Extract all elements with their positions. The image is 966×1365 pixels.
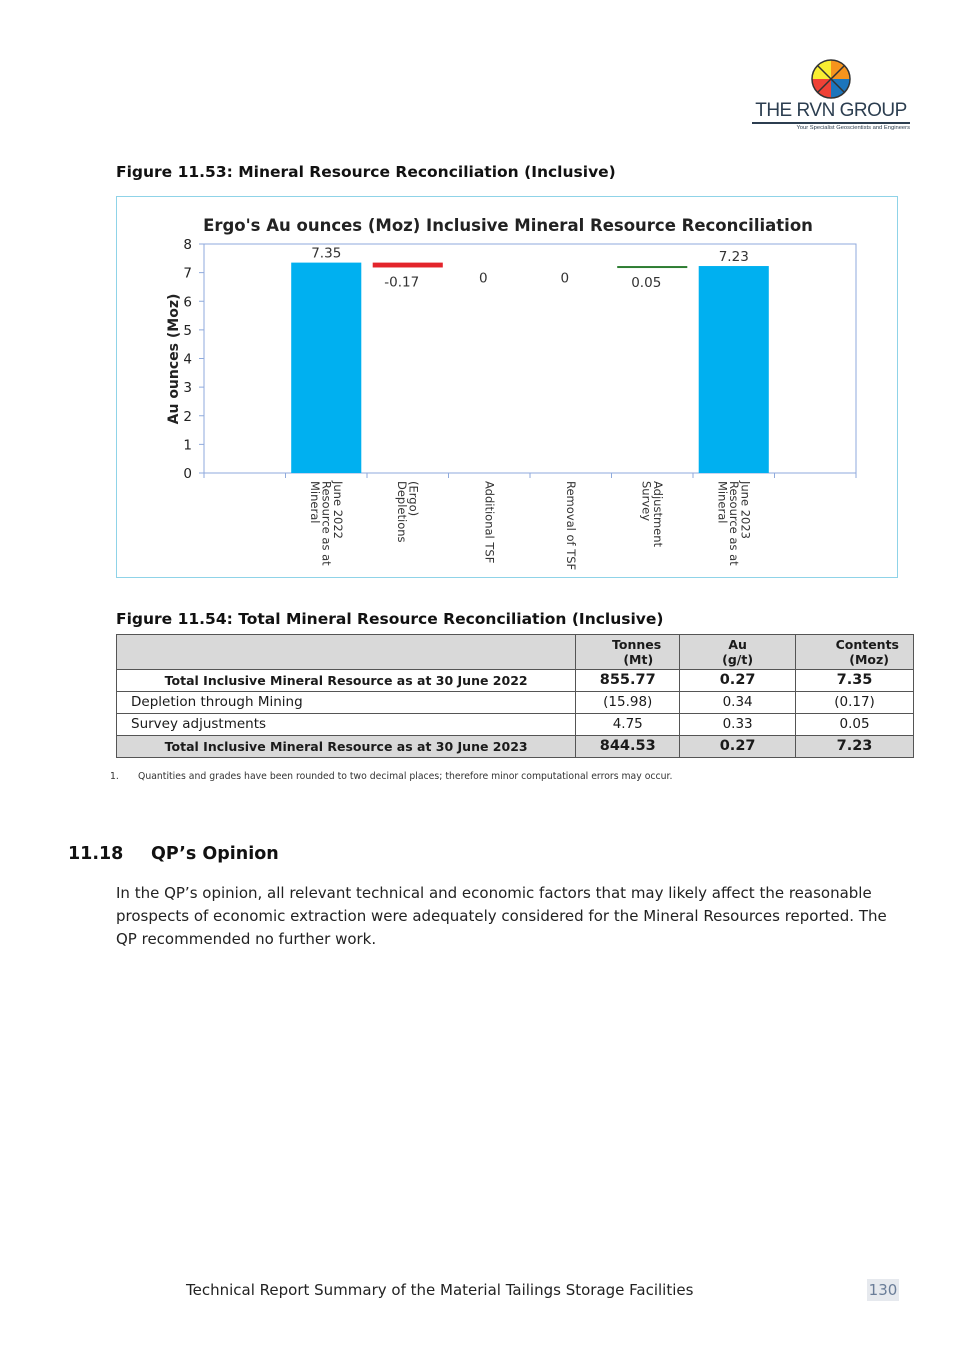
y-tick-label: 7 (183, 265, 192, 282)
data-label: 0.05 (631, 275, 662, 292)
x-category-line: (Ergo) (406, 481, 421, 517)
header-au (680, 635, 796, 670)
row-contents: 7.23 (796, 736, 914, 758)
footer-title: Technical Report Summary of the Material Tailings Storage Facilities (186, 1281, 694, 1299)
chart-title: Ergo's Au ounces (Moz) Inclusive Mineral Resource Reconciliation (203, 216, 813, 235)
table-row (117, 670, 914, 692)
row-tonnes: 844.53 (576, 736, 680, 758)
row-tonnes: (15.98) (576, 692, 680, 714)
y-tick-label: 3 (183, 380, 192, 397)
logo-tagline: Your Specialist Geoscientists and Engineers (796, 125, 910, 131)
company-logo (752, 58, 912, 133)
y-tick-label: 6 (183, 294, 192, 311)
x-category-line: Additional TSF (482, 481, 497, 564)
y-tick-label: 5 (183, 322, 192, 339)
section-body: In the QP’s opinion, all relevant technical and economic factors that may likely affect the reasonable prospects of economic extraction were adequately considered for the Mineral Resources reported. The QP recommended no further work. (116, 884, 887, 948)
row-au: 0.27 (680, 670, 796, 692)
data-label: 7.23 (718, 249, 749, 266)
table-row (117, 736, 914, 758)
bar-1 (291, 263, 361, 473)
x-category-line: Resource as at (319, 481, 334, 566)
pie-logo-icon (810, 58, 852, 100)
header-tonnes-l1: Tonnes (612, 637, 662, 652)
reconciliation-table (116, 634, 914, 758)
row-label: Total Inclusive Mineral Resource as at 30 June 2023 (117, 736, 576, 758)
row-contents: 0.05 (796, 714, 914, 736)
bar-2 (373, 263, 443, 268)
row-au: 0.34 (680, 692, 796, 714)
x-category-line: Survey (639, 481, 654, 522)
x-category-line: Resource as at (726, 481, 741, 566)
footnote-text: Quantities and grades have been rounded to two decimal places; therefore minor computational errors may occur. (138, 771, 673, 782)
row-tonnes: 855.77 (576, 670, 680, 692)
x-category-label (715, 480, 752, 566)
x-category-line: June 2023 (738, 481, 753, 539)
chart-svg (117, 197, 899, 579)
figure-caption-11-53: Figure 11.53: Mineral Resource Reconciliation (Inclusive) (116, 163, 616, 181)
section-title: QP’s Opinion (151, 844, 279, 864)
data-label: -0.17 (384, 274, 420, 291)
page-number: 130 (868, 1281, 898, 1299)
x-category-label (395, 481, 421, 543)
y-tick-label: 4 (183, 351, 192, 368)
header-blank (117, 635, 576, 670)
table-header-row (117, 635, 914, 670)
header-au-l1: Au (728, 637, 747, 652)
reconciliation-chart (116, 196, 898, 578)
header-contents-l2: (Moz) (849, 652, 889, 667)
bar-5 (617, 266, 687, 268)
row-au: 0.33 (680, 714, 796, 736)
header-contents (796, 635, 914, 670)
y-tick-label: 2 (183, 408, 192, 425)
data-label: 7.35 (311, 245, 342, 262)
row-contents: 7.35 (796, 670, 914, 692)
table-row (117, 692, 914, 714)
logo-name: THE RVN GROUP (752, 100, 910, 124)
bar-6 (699, 266, 769, 473)
row-label: Survey adjustments (117, 714, 576, 736)
table-row (117, 714, 914, 736)
x-category-line: Mineral (307, 481, 322, 524)
data-label: 0 (478, 270, 488, 287)
x-category-label (640, 481, 666, 548)
x-category-label (308, 480, 345, 566)
row-label: Depletion through Mining (117, 692, 576, 714)
y-axis-label: Au ounces (Moz) (166, 293, 182, 425)
section-number: 11.18 (68, 844, 124, 864)
x-category-label (564, 481, 578, 570)
y-tick-label: 1 (183, 437, 192, 454)
row-contents: (0.17) (796, 692, 914, 714)
section-heading (68, 844, 279, 864)
header-contents-l1: Contents (835, 637, 899, 652)
row-label: Total Inclusive Mineral Resource as at 30 June 2022 (117, 670, 576, 692)
figure-caption-11-54: Figure 11.54: Total Mineral Resource Reconciliation (Inclusive) (116, 610, 664, 628)
y-tick-label: 0 (183, 466, 192, 482)
row-au: 0.27 (680, 736, 796, 758)
row-tonnes: 4.75 (576, 714, 680, 736)
header-tonnes-l2: (Mt) (623, 652, 654, 667)
x-category-line: Mineral (715, 481, 730, 524)
header-au-l2: (g/t) (722, 652, 754, 667)
x-category-line: June 2022 (330, 481, 345, 539)
x-category-line: Depletions (395, 481, 409, 543)
footnote-number: 1. (110, 771, 119, 782)
x-category-line: Adjustment (651, 481, 665, 548)
header-tonnes (576, 635, 680, 670)
x-category-label (482, 481, 496, 563)
x-category-line: Removal of TSF (563, 481, 578, 571)
data-label: 0 (560, 270, 570, 287)
y-tick-label: 8 (183, 237, 192, 253)
